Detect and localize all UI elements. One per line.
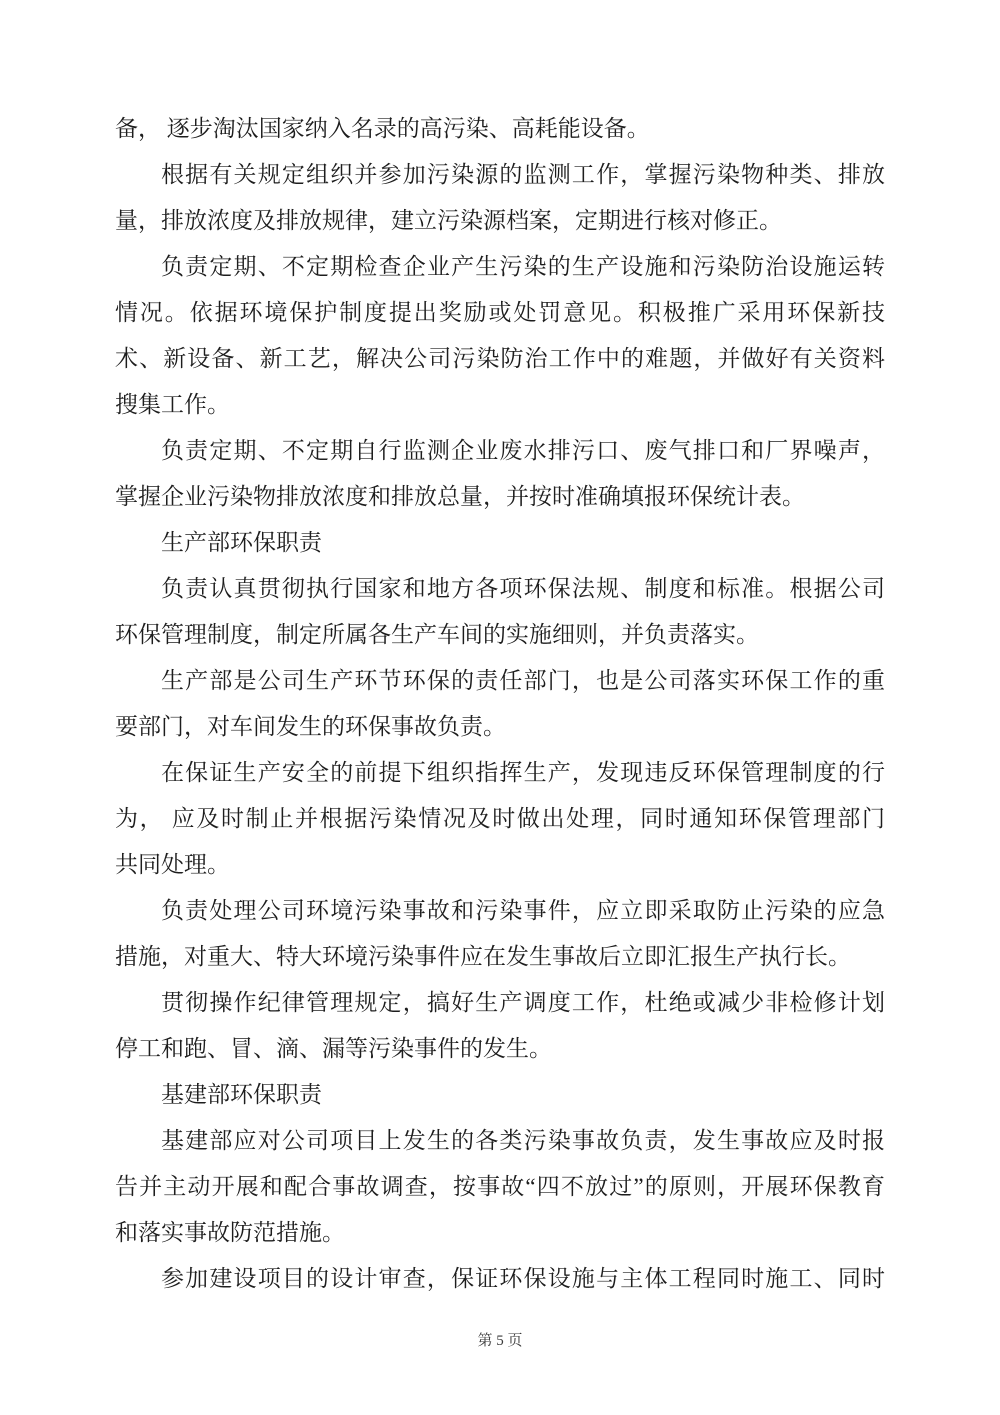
text-line: 量，排放浓度及排放规律，建立污染源档案，定期进行核对修正。 [115,208,782,233]
text-line: 负责定期、不定期检查企业产生污染的生产设施和污染防治设施运转 [161,254,885,279]
paragraph [115,106,885,152]
section-heading [115,520,885,566]
text-line: 基建部环保职责 [161,1082,322,1107]
paragraph [115,152,885,244]
text-line: 生产部是公司生产环节环保的责任部门，也是公司落实环保工作的重 [161,668,885,693]
text-line: 环保管理制度，制定所属各生产车间的实施细则，并负责落实。 [115,622,759,647]
text-line: 搜集工作。 [115,392,230,417]
text-line: 掌握企业污染物排放浓度和排放总量，并按时准确填报环保统计表。 [115,484,805,509]
text-line: 为， 应及时制止并根据污染情况及时做出处理，同时通知环保管理部门 [115,806,885,831]
text-line: 情况。依据环境保护制度提出奖励或处罚意见。积极推广采用环保新技 [115,300,885,325]
text-line: 和落实事故防范措施。 [115,1220,345,1245]
text-line: 告并主动开展和配合事故调查，按事故“四不放过”的原则，开展环保教育 [115,1174,885,1199]
text-line: 根据有关规定组织并参加污染源的监测工作，掌握污染物种类、排放 [161,162,885,187]
paragraph [115,244,885,428]
text-line: 参加建设项目的设计审查，保证环保设施与主体工程同时施工、同时 [161,1266,885,1291]
text-line: 生产部环保职责 [161,530,322,555]
text-line: 负责定期、不定期自行监测企业废水排污口、废气排口和厂界噪声， [161,438,885,463]
text-line: 要部门，对车间发生的环保事故负责。 [115,714,506,739]
paragraph [115,888,885,980]
text-line: 备， 逐步淘汰国家纳入名录的高污染、高耗能设备。 [115,116,650,141]
paragraph [115,566,885,658]
text-line: 在保证生产安全的前提下组织指挥生产，发现违反环保管理制度的行 [161,760,885,785]
text-line: 负责处理公司环境污染事故和污染事件，应立即采取防止污染的应急 [161,898,885,923]
text-line: 术、新设备、新工艺，解决公司污染防治工作中的难题，并做好有关资料 [115,346,885,371]
paragraph [115,1118,885,1256]
paragraph [115,658,885,750]
page-number: 第 5 页 [477,1333,523,1349]
text-line: 措施，对重大、特大环境污染事件应在发生事故后立即汇报生产执行长。 [115,944,851,969]
text-line: 共同处理。 [115,852,230,877]
text-line: 负责认真贯彻执行国家和地方各项环保法规、制度和标准。根据公司 [161,576,885,601]
paragraph [115,428,885,520]
paragraph [115,750,885,888]
text-line: 停工和跑、冒、滴、漏等污染事件的发生。 [115,1036,552,1061]
text-line: 贯彻操作纪律管理规定，搞好生产调度工作，杜绝或减少非检修计划 [161,990,885,1015]
text-line: 基建部应对公司项目上发生的各类污染事故负责，发生事故应及时报 [161,1128,885,1153]
paragraph [115,980,885,1072]
section-heading [115,1072,885,1118]
paragraph [115,1256,885,1302]
document-body [115,106,885,1302]
